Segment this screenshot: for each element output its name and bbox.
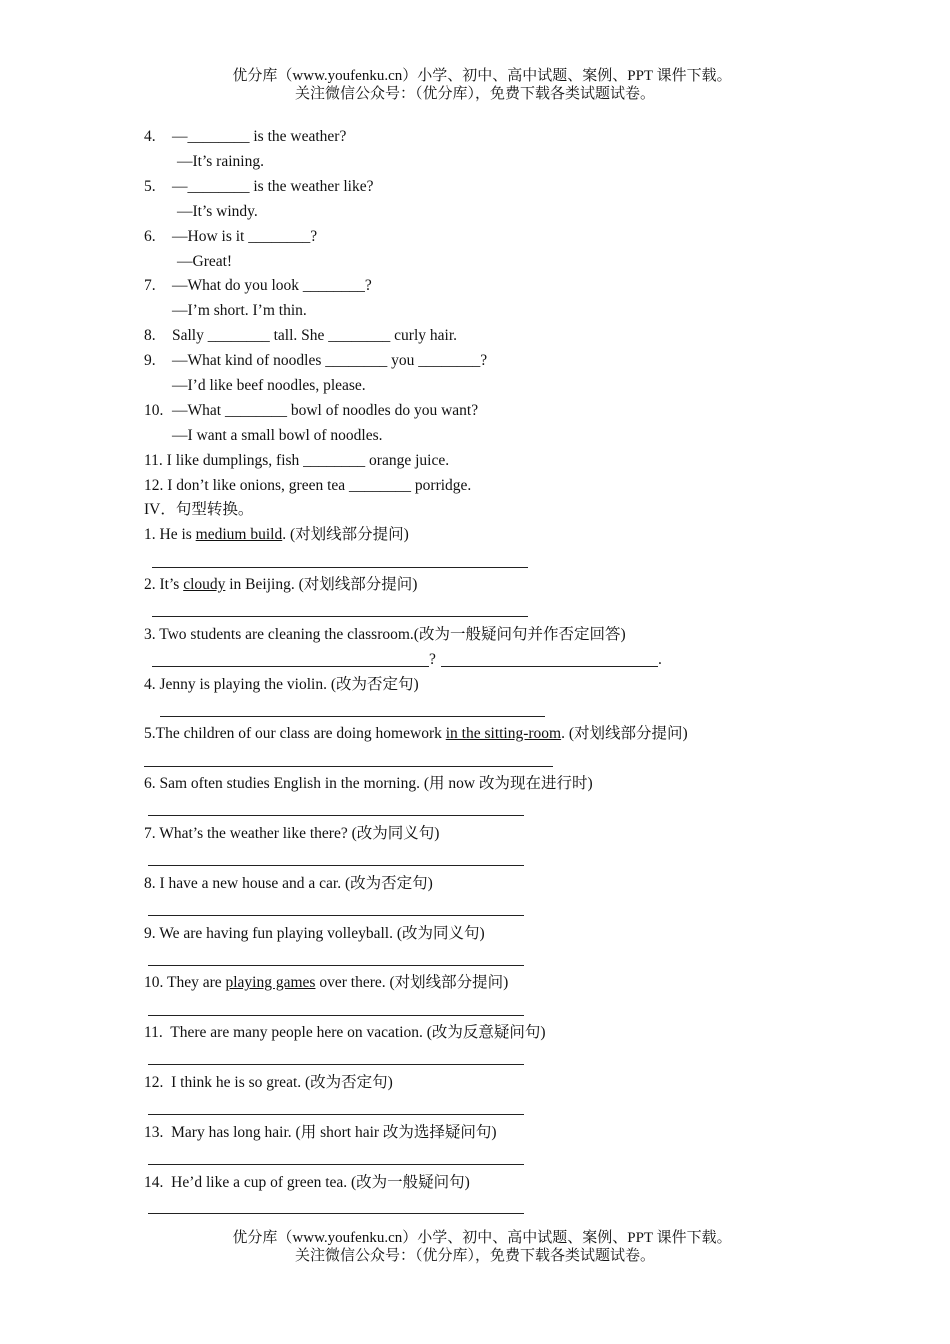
question-12: 12. I don’t like onions, green tea ________ porridge. (144, 477, 472, 494)
transform-8: 8. I have a new house and a car. (改为否定句) (144, 875, 433, 892)
question-6: 6. —How is it ________? (144, 228, 318, 245)
transform-4: 4. Jenny is playing the violin. (改为否定句) (144, 676, 419, 693)
answer-line[interactable] (160, 716, 545, 717)
header-line-1: 优分库（www.youfenku.cn）小学、初中、高中试题、案例、PPT 课件下载。 (232, 68, 732, 84)
question-8: 8. Sally ________ tall. She ________ curly hair. (144, 327, 458, 344)
question-9-answer: —I’d like beef noodles, please. (172, 377, 366, 394)
question-10-answer: —I want a small bowl of noodles. (172, 427, 383, 444)
transform-5: 5.The children of our class are doing homework in the sitting-room. (对划线部分提问) (144, 725, 688, 742)
question-10: 10. —What ________ bowl of noodles do you want? (144, 402, 479, 419)
answer-line[interactable] (148, 1064, 524, 1065)
answer-line[interactable] (148, 1164, 524, 1165)
footer-line-1: 优分库（www.youfenku.cn）小学、初中、高中试题、案例、PPT 课件下载。 (232, 1230, 732, 1246)
question-7: 7. —What do you look ________? (144, 277, 372, 294)
transform-7: 7. What’s the weather like there? (改为同义句) (144, 825, 440, 842)
question-7-answer: —I’m short. I’m thin. (172, 302, 307, 319)
answer-line[interactable] (148, 815, 524, 816)
underlined-text: cloudy (183, 576, 226, 593)
header-line-2: 关注微信公众号：（优分库），免费下载各类试题试卷。 (294, 86, 655, 102)
transform-1: 1. He is medium build. (对划线部分提问) (144, 526, 409, 543)
transform-9: 9. We are having fun playing volleyball. (改为同义句) (144, 925, 485, 942)
answer-line[interactable] (148, 865, 524, 866)
question-5-answer: —It’s windy. (177, 203, 258, 220)
page-footer (0, 1229, 950, 1265)
answer-line[interactable] (152, 567, 528, 568)
transform-12: 12. I think he is so great. (改为否定句) (144, 1074, 393, 1091)
transform-13: 13. Mary has long hair. (用 short hair 改为选择疑问句) (144, 1124, 497, 1141)
answer-line[interactable] (148, 1114, 524, 1115)
answer-line[interactable] (148, 1015, 524, 1016)
answer-line[interactable] (144, 766, 553, 767)
answer-line[interactable] (152, 666, 429, 667)
transform-6: 6. Sam often studies English in the morning. (用 now 改为现在进行时) (144, 775, 593, 792)
transform-3: 3. Two students are cleaning the classroom.(改为一般疑问句并作否定回答) (144, 626, 626, 643)
answer-line[interactable] (148, 965, 524, 966)
underlined-text: in the sitting-room (445, 725, 562, 742)
answer-line[interactable] (148, 1213, 524, 1214)
question-11: 11. I like dumplings, fish ________ orange juice. (144, 452, 450, 469)
question-4-answer: —It’s raining. (177, 153, 264, 170)
transform-10: 10. They are playing games over there. (对划线部分提问) (144, 974, 509, 991)
transform-11: 11. There are many people here on vacation. (改为反意疑问句) (144, 1024, 546, 1041)
answer-line[interactable] (441, 666, 658, 667)
question-mark: ? (429, 651, 436, 668)
question-5: 5. —________ is the weather like? (144, 178, 374, 195)
transform-2: 2. It’s cloudy in Beijing. (对划线部分提问) (144, 576, 418, 593)
question-6-answer: —Great! (177, 253, 233, 270)
answer-line[interactable] (148, 915, 524, 916)
underlined-text: playing games (225, 974, 316, 991)
period: . (658, 651, 662, 668)
footer-line-2: 关注微信公众号：（优分库），免费下载各类试题试卷。 (294, 1248, 655, 1264)
question-9: 9. —What kind of noodles ________ you ________? (144, 352, 488, 369)
section-title: IV．句型转换。 (144, 501, 254, 518)
answer-line[interactable] (152, 616, 528, 617)
underlined-text: medium build (195, 526, 283, 543)
transform-14: 14. He’d like a cup of green tea. (改为一般疑问句) (144, 1174, 470, 1191)
page-header (0, 67, 950, 103)
question-4: 4. —________ is the weather? (144, 128, 347, 145)
